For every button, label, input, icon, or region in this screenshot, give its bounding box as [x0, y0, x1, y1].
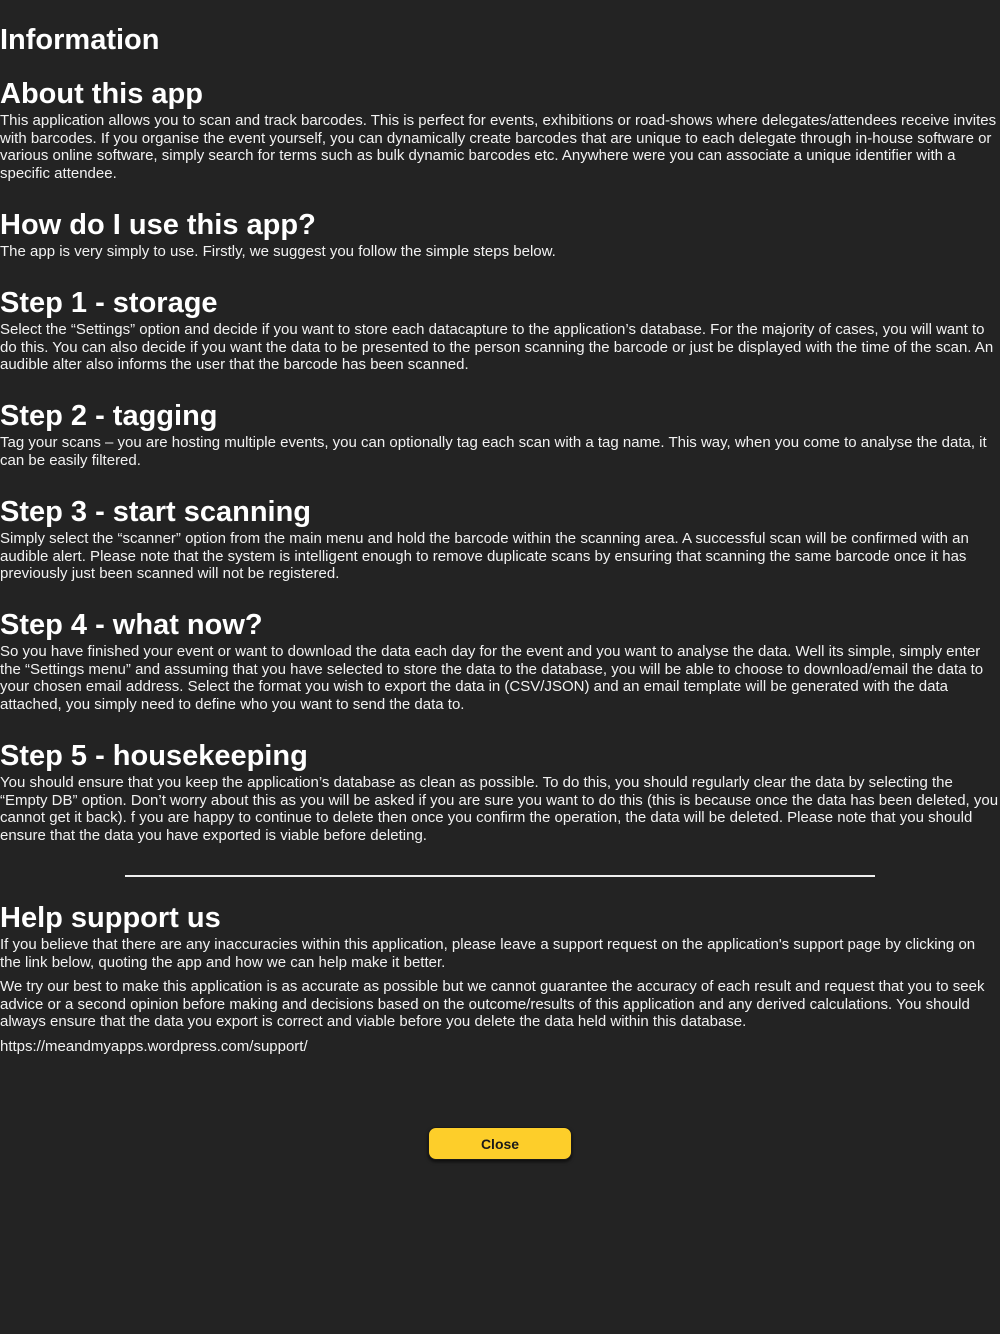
section-text-how-to-use: The app is very simply to use. Firstly, we suggest you follow the simple steps below.: [0, 243, 556, 260]
section-heading-step-5: Step 5 - housekeeping: [0, 740, 308, 772]
section-text-about: This application allows you to scan and track barcodes. This is perfect for events, exhibitions or road-shows where delegates/attendees receive invites with barcodes. If you organise the event yourself, you can dynamically create barcodes that are unique to each delegate through in-house software or various online software, simply search for terms such as bulk dynamic barcodes etc. Anywhere were you can associate a unique identifier with a specific attendee.: [0, 112, 997, 182]
support-text-1: If you believe that there are any inaccuracies within this application, please leave a support request on the application's support page by clicking on the link below, quoting the app and how we can help make it better.: [0, 936, 976, 971]
section-divider: [125, 875, 875, 877]
section-about: [0, 76, 1000, 182]
section-step-5: [0, 738, 1000, 844]
page-title: Information: [0, 24, 160, 56]
support-text-2: We try our best to make this application is as accurate as possible but we cannot guarantee the accuracy of each result and request that you to seek advice or a second opinion before making and decisions based on the outcome/results of this application and any derived calculations. You should always ensure that the data you export is correct and viable before you delete the data held within this database.: [0, 978, 985, 1030]
section-how-to-use: [0, 207, 1000, 261]
section-text-step-3: Simply select the “scanner” option from the main menu and hold the barcode within the scanning area. A successful scan will be confirmed with an audible alert. Please note that the system is intelligent enough to remove duplicate scans by ensuring that scanning the same barcode once it has previously just been scanned will not be registered.: [0, 530, 969, 582]
section-heading-about: About this app: [0, 78, 203, 110]
section-step-1: [0, 285, 1000, 374]
section-heading-step-1: Step 1 - storage: [0, 287, 218, 319]
section-heading-step-2: Step 2 - tagging: [0, 400, 218, 432]
section-heading-help-support: Help support us: [0, 902, 221, 934]
section-step-2: [0, 398, 1000, 469]
section-heading-step-4: Step 4 - what now?: [0, 609, 263, 641]
section-heading-how-to-use: How do I use this app?: [0, 209, 316, 241]
section-step-3: [0, 494, 1000, 583]
support-link[interactable]: https://meandmyapps.wordpress.com/support/: [0, 1037, 308, 1055]
section-text-step-5: You should ensure that you keep the application’s database as clean as possible. To do this, you should regularly clear the data by selecting the “Empty DB” option. Don’t worry about this as you will be asked if you are sure you want to do this (this is because once the data has been deleted, you cannot get it back). f you are happy to continue to delete then once you confirm the operation, the data will be deleted. Please note that you should ensure that the data you have exported is viable before deleting.: [0, 774, 999, 844]
section-text-step-4: So you have finished your event or want to download the data each day for the event and you want to analyse the data. Well its simple, simply enter the “Settings menu” and assuming that you have selected to store the data to the database, you will be able to choose to download/email the data to your chosen email address. Select the format you wish to export the data in (CSV/JSON) and an email template will be generated with the data attached, you simply need to define who you want to send the data to.: [0, 643, 984, 713]
section-heading-step-3: Step 3 - start scanning: [0, 496, 312, 528]
section-text-step-1: Select the “Settings” option and decide if you want to store each datacapture to the application’s database. For the majority of cases, you will want to do this. You can also decide if you want the data to be presented to the person scanning the barcode or just be displayed with the time of the scan. An audible alter also informs the user that the barcode has been scanned.: [0, 321, 994, 373]
section-step-4: [0, 607, 1000, 713]
section-help-support: [0, 900, 1000, 1055]
section-text-step-2: Tag your scans – you are hosting multiple events, you can optionally tag each scan with a tag name. This way, when you come to analyse the data, it can be easily filtered.: [0, 434, 987, 469]
close-button[interactable]: Close: [428, 1127, 572, 1160]
